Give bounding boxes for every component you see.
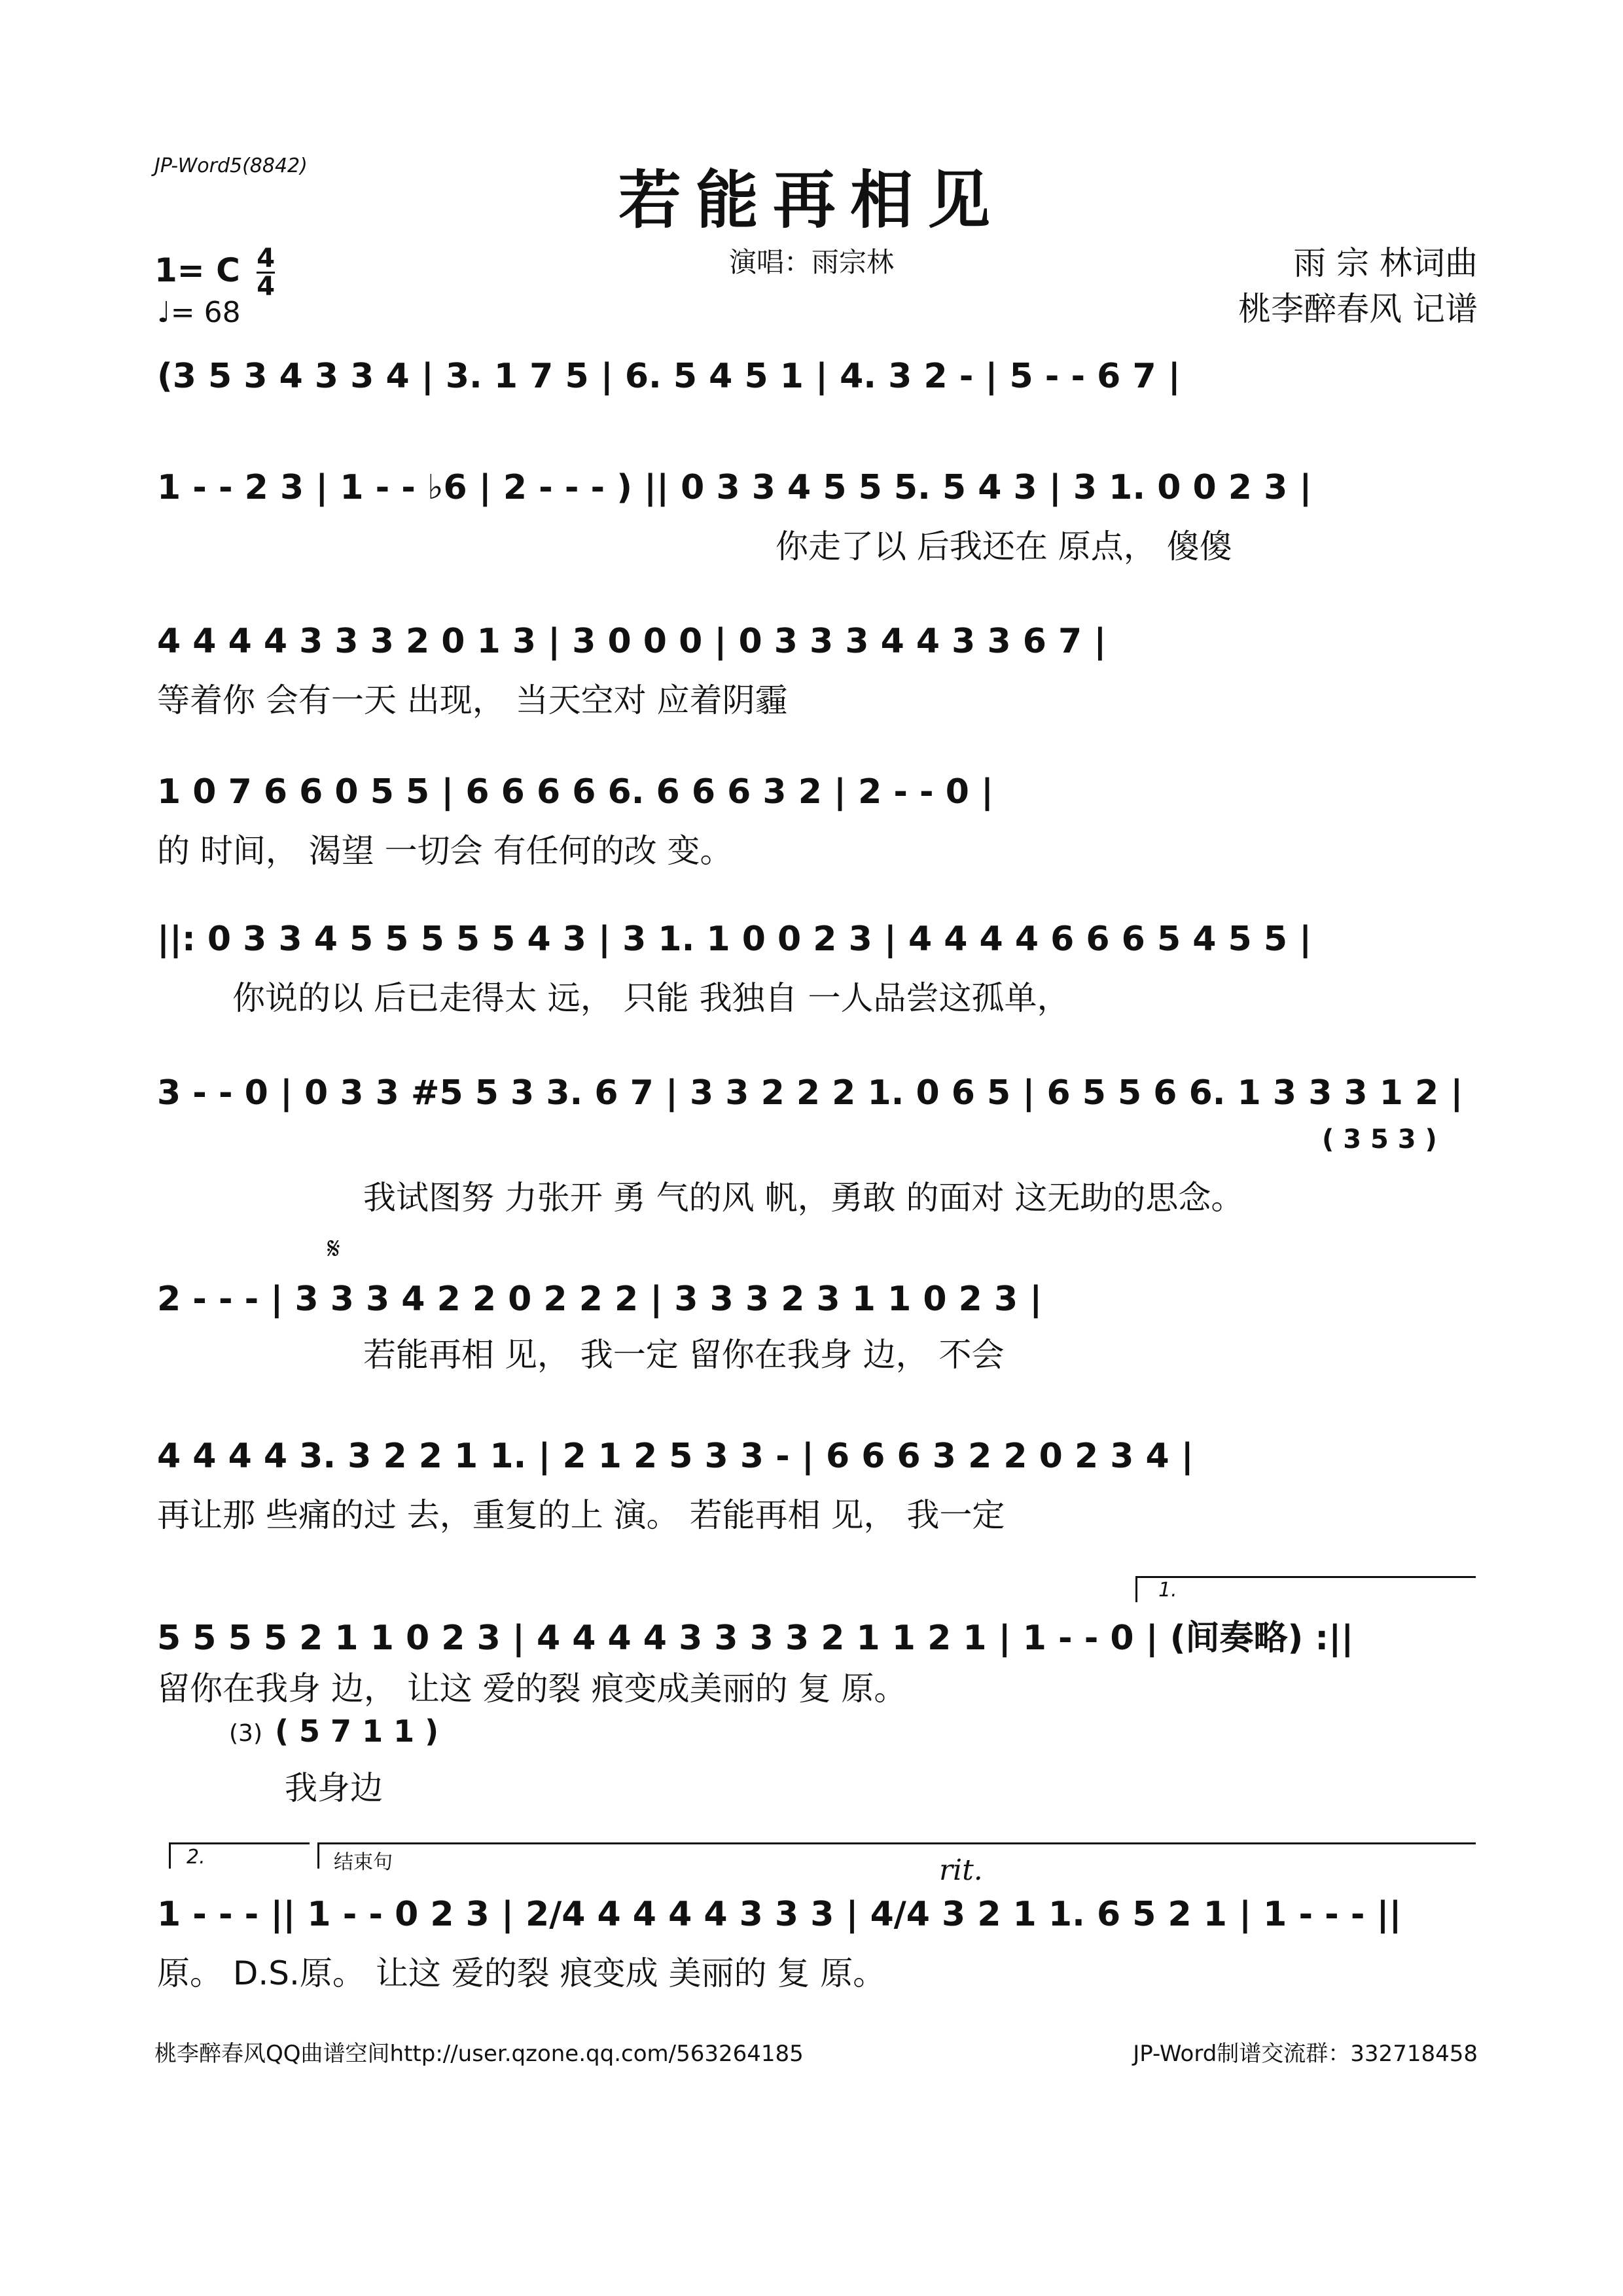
singer-label: 演唱：雨宗林 [728,246,894,278]
system-1-notes: (3 5 3 4 3 3 4 | 3. 1 7 5 | 6. 5 4 5 1 | 4. 3 2 - | 5 - - 6 7 | [157,357,1181,396]
key-label: 1= C [154,251,240,289]
system-6-alt-notes: ( 3 5 3 ) [1322,1124,1437,1155]
footer-right: JP-Word制谱交流群：332718458 [1133,2041,1478,2067]
ending-label: 结束句 [334,1851,393,1874]
system-3-notes: 4 4 4 4 3 3 3 2 0 1 3 | 3 0 0 0 | 0 3 3 3 4 4 3 3 6 7 | [157,622,1107,661]
system-7-notes: 2 - - - | 3 3 3 4 2 2 0 2 2 2 | 3 3 3 2 3 1 1 0 2 3 | [157,1280,1043,1319]
alt-ending-lyrics: 我身边 [285,1769,383,1807]
system-8-notes: 4 4 4 4 3. 3 2 2 1 1. | 2 1 2 5 3 3 - | 6 6 6 3 2 2 0 2 3 4 | [157,1437,1194,1476]
volta-2-label: 2. [187,1846,205,1869]
system-5-lyrics: 你说的以 后已走得太 远， 只能 我独自 一人品尝这孤单， [232,979,1070,1017]
ending-bracket [317,1842,1476,1844]
tempo-marking: ♩= 68 [157,296,241,329]
transcriber-credit: 桃李醉春风 记谱 [1238,290,1478,328]
system-2-lyrics: 你走了以 后我还在 原点， 傻傻 [776,528,1232,565]
song-title: 若能再相见 [618,163,1005,237]
time-signature: $\frac{4}{4}$ [257,243,276,302]
ritardando-marking: rit. [939,1854,983,1887]
system-7-lyrics: 若能再相 见， 我一定 留你在我身 边， 不会 [363,1336,1005,1374]
ending-left [317,1842,319,1869]
system-2-notes: 1 - - 2 3 | 1 - - ♭6 | 2 - - - ) || 0 3 3 4 5 5 5. 5 4 3 | 3 1. 0 0 2 3 | [157,468,1312,507]
key-signature [154,245,275,300]
system-9-lyrics: 留你在我身 边， 让这 爱的裂 痕变成美丽的 复 原。 [157,1670,907,1708]
system-4-notes: 1 0 7 6 6 0 5 5 | 6 6 6 6 6. 6 6 6 3 2 | 2 - - 0 | [157,772,994,812]
volta-1-label: 1. [1158,1579,1177,1602]
alt-ending-label: (3) [229,1720,262,1747]
system-8-lyrics: 再让那 些痛的过 去，重复的上 演。 若能再相 见， 我一定 [157,1496,1005,1534]
system-5-notes: ||: 0 3 3 4 5 5 5 5 5 4 3 | 3 1. 1 0 0 2 3 | 4 4 4 4 6 6 6 5 4 5 5 | [157,920,1312,959]
system-6-lyrics: 我试图努 力张开 勇 气的风 帆，勇敢 的面对 这无助的思念。 [363,1179,1244,1217]
system-10-lyrics: 原。 D.S.原。 让这 爱的裂 痕变成 美丽的 复 原。 [157,1954,886,1992]
volta-2-bracket [169,1842,310,1844]
system-10-notes: 1 - - - || 1 - - 0 2 3 | 2/4 4 4 4 4 3 3 3 | 4/4 3 2 1 1. 6 5 2 1 | 1 - - - || [157,1895,1402,1934]
composer-credit: 雨 宗 林词曲 [1293,244,1478,282]
system-9-notes: 5 5 5 5 2 1 1 0 2 3 | 4 4 4 4 3 3 3 3 2 1 1 2 1 | 1 - - 0 | (间奏略) :|| [157,1619,1354,1658]
volta-1-left [1135,1576,1137,1602]
alt-ending-notes: ( 5 7 1 1 ) [275,1713,439,1749]
system-6-notes: 3 - - 0 | 0 3 3 #5 5 3 3. 6 7 | 3 3 2 2 2 1. 0 6 5 | 6 5 5 6 6. 1 3 3 3 1 2 | [157,1073,1463,1113]
volta-2-left [169,1842,171,1869]
footer-left: 桃李醉春风QQ曲谱空间http://user.qzone.qq.com/563264185 [154,2041,804,2067]
system-4-lyrics: 的 时间， 渴望 一切会 有任何的改 变。 [157,832,733,870]
segno-icon: 𝄋 [327,1230,340,1266]
software-label: JP-Word5(8842) [154,154,308,177]
volta-1-bracket [1135,1576,1476,1578]
system-3-lyrics: 等着你 会有一天 出现， 当天空对 应着阴霾 [157,681,788,719]
